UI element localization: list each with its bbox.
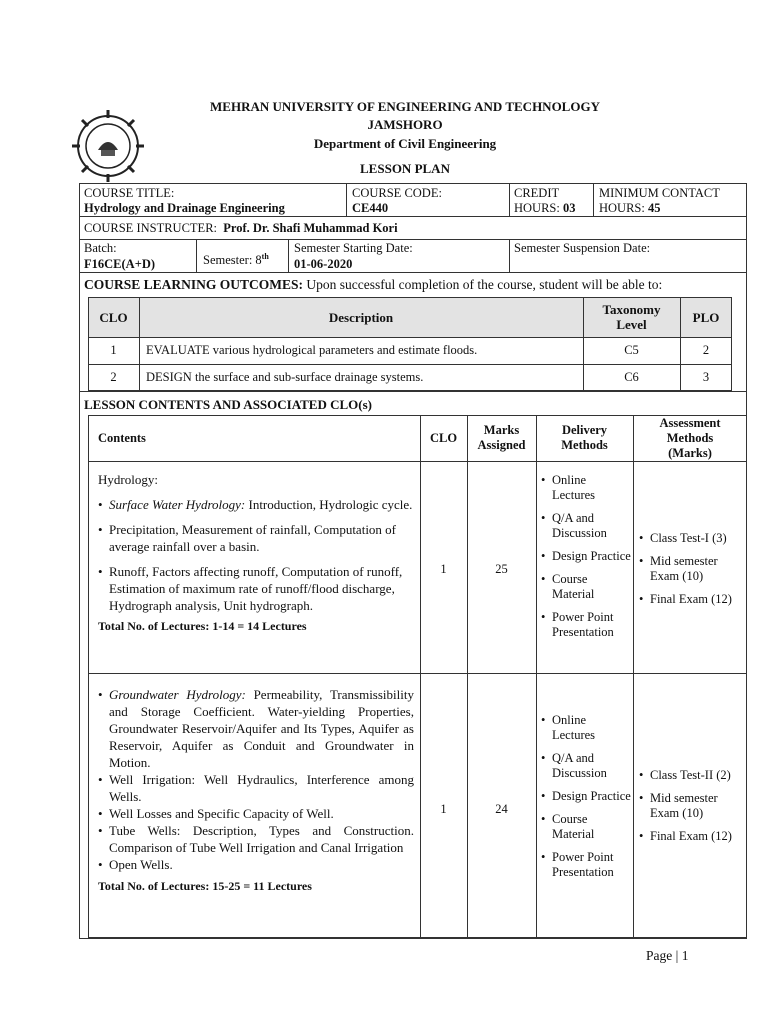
document-title: LESSON PLAN [360, 161, 450, 176]
row2-delivery-3: • Design Practice [541, 789, 631, 804]
row1-delivery [541, 473, 631, 640]
row1-assess-2: • Mid semester Exam (10) [639, 554, 747, 584]
row2-item1 [98, 686, 414, 771]
row1-item1 [98, 496, 414, 513]
instructor [84, 221, 398, 236]
contact-label: MINIMUM CONTACT [599, 186, 720, 200]
clo-col-header: CLO [99, 310, 128, 325]
start-date-value: 01-06-2020 [294, 257, 353, 271]
credit-hours-label: HOURS: [514, 201, 560, 215]
clo-row1-clo: 1 [110, 343, 117, 357]
row1-item1-rest: Introduction, Hydrologic cycle. [245, 497, 413, 512]
row2-delivery-4: • Course Material [541, 812, 631, 842]
row2-delivery-1: • Online Lectures [541, 713, 631, 743]
assessment-line3: (Marks) [668, 446, 712, 460]
assessment-col-header [633, 416, 747, 461]
row2-marks: 24 [495, 802, 508, 816]
instructor-name: Prof. Dr. Shafi Muhammad Kori [223, 221, 398, 235]
row2-assess-1: • Class Test-II (2) [639, 768, 747, 783]
marks-line2: Assigned [477, 438, 526, 452]
clo-row1-desc: EVALUATE various hydrological parameters and estimate floods. [146, 343, 478, 357]
row2-delivery [541, 713, 631, 880]
row1-total: Total No. of Lectures: 1-14 = 14 Lectures [98, 619, 307, 633]
delivery-line1: Delivery [561, 423, 608, 437]
row2-item4: • Tube Wells: Description, Types and Construction. Comparison of Tube Well Irrigation and Canal Irrigation [98, 822, 414, 856]
semester [203, 249, 269, 268]
row1-delivery-1: • Online Lectures [541, 473, 631, 503]
contact-hours-value: 45 [647, 201, 661, 215]
row1-item3: • Runoff, Factors affecting runoff, Computation of runoff, Estimation of maximum rate of runoff/flood discharge, Hydrograph analysis, Unit hydrograph. [98, 563, 414, 614]
row2-item1-italic: Groundwater Hydrology: [109, 687, 246, 702]
clo-row1-taxonomy: C5 [624, 343, 639, 357]
lesson-clo-col-header: CLO [429, 431, 458, 445]
row2-item1-rest: Permeability, Transmissibility and Storage Coefficient. Water-yielding Properties, Groundwater Reservoir/Aquifer and Its Types, Aquifer as Reservoir, Aquifer as Conduit and Groundwater in Motion. [109, 687, 414, 770]
credit-hours-value: 03 [562, 201, 576, 215]
row2-item3: • Well Losses and Specific Capacity of Well. [98, 805, 414, 822]
department-name: Department of Civil Engineering [313, 136, 497, 151]
outcomes-intro: Upon successful completion of the course, student will be able to: [306, 277, 663, 292]
clo-row2-desc: DESIGN the surface and sub-surface drainage systems. [146, 370, 424, 384]
row2-delivery-5: • Power Point Presentation [541, 850, 631, 880]
row1-item1-italic: Surface Water Hydrology: [109, 497, 246, 512]
university-city: JAMSHORO [367, 117, 443, 132]
semester-sup: th [261, 252, 269, 261]
row1-marks: 25 [495, 562, 508, 576]
batch-label: Batch: [84, 241, 117, 255]
row1-delivery-4: • Course Material [541, 572, 631, 602]
assessment-line2: Methods [666, 431, 714, 445]
row2-item2: • Well Irrigation: Well Hydraulics, Interference among Wells. [98, 771, 414, 805]
assessment-line1: Assessment [659, 416, 721, 430]
delivery-line2: Methods [561, 438, 608, 452]
row1-delivery-3: • Design Practice [541, 549, 631, 564]
row2-contents [98, 686, 414, 895]
clo-row2-taxonomy: C6 [624, 370, 639, 384]
row1-item2: • Precipitation, Measurement of rainfall, Computation of average rainfall over a basin. [98, 521, 414, 555]
clo-row2-clo: 2 [110, 370, 117, 384]
university-logo [68, 106, 148, 186]
outcomes-heading: COURSE LEARNING OUTCOMES: [84, 277, 304, 292]
row1-delivery-2: • Q/A and Discussion [541, 511, 631, 541]
row2-item5: • Open Wells. [98, 856, 414, 873]
taxonomy-line1: Taxonomy [602, 302, 661, 317]
row1-assess-3: • Final Exam (12) [639, 592, 747, 607]
row2-assess-2: • Mid semester Exam (10) [639, 791, 747, 821]
row1-delivery-5: • Power Point Presentation [541, 610, 631, 640]
suspension-date-label: Semester Suspension Date: [514, 241, 651, 255]
row1-assessment [639, 531, 747, 607]
semester-label: Semester: 8 [203, 253, 262, 268]
batch-value: F16CE(A+D) [84, 257, 156, 271]
marks-col-header [467, 423, 536, 453]
page-number: Page | 1 [646, 948, 689, 963]
row2-assessment [639, 768, 747, 844]
credit-label: CREDIT [514, 186, 560, 200]
course-code-value: CE440 [352, 201, 389, 215]
contents-col-header: Contents [98, 431, 146, 445]
course-code-label: COURSE CODE: [352, 186, 442, 200]
row2-delivery-2: • Q/A and Discussion [541, 751, 631, 781]
row2-assess-3: • Final Exam (12) [639, 829, 747, 844]
row1-clo: 1 [440, 562, 447, 576]
lesson-heading: LESSON CONTENTS AND ASSOCIATED CLO(s) [84, 397, 372, 412]
course-title-value: Hydrology and Drainage Engineering [84, 201, 285, 215]
marks-line1: Marks [483, 423, 520, 437]
instructor-label: COURSE INSTRUCTER: [84, 221, 218, 235]
clo-row2-plo: 3 [702, 370, 710, 384]
clo-row1-plo: 2 [702, 343, 710, 357]
taxonomy-col-header [583, 302, 680, 332]
delivery-col-header [536, 423, 633, 453]
contact-hours [599, 201, 660, 216]
row1-assess-1: • Class Test-I (3) [639, 531, 747, 546]
row1-contents [98, 471, 414, 635]
row1-title: Hydrology: [98, 472, 158, 487]
start-date-label: Semester Starting Date: [294, 241, 413, 255]
row2-clo: 1 [440, 802, 447, 816]
contact-hours-label: HOURS: [599, 201, 645, 215]
credit-hours [514, 201, 575, 216]
course-title-label: COURSE TITLE: [84, 186, 175, 200]
description-col-header: Description [328, 310, 394, 325]
taxonomy-line2: Level [616, 317, 647, 332]
row2-total: Total No. of Lectures: 15-25 = 11 Lectures [98, 879, 312, 893]
plo-col-header: PLO [692, 310, 720, 325]
outcomes-heading-line [84, 277, 662, 292]
university-name: MEHRAN UNIVERSITY OF ENGINEERING AND TECHNOLOGY [210, 99, 600, 114]
